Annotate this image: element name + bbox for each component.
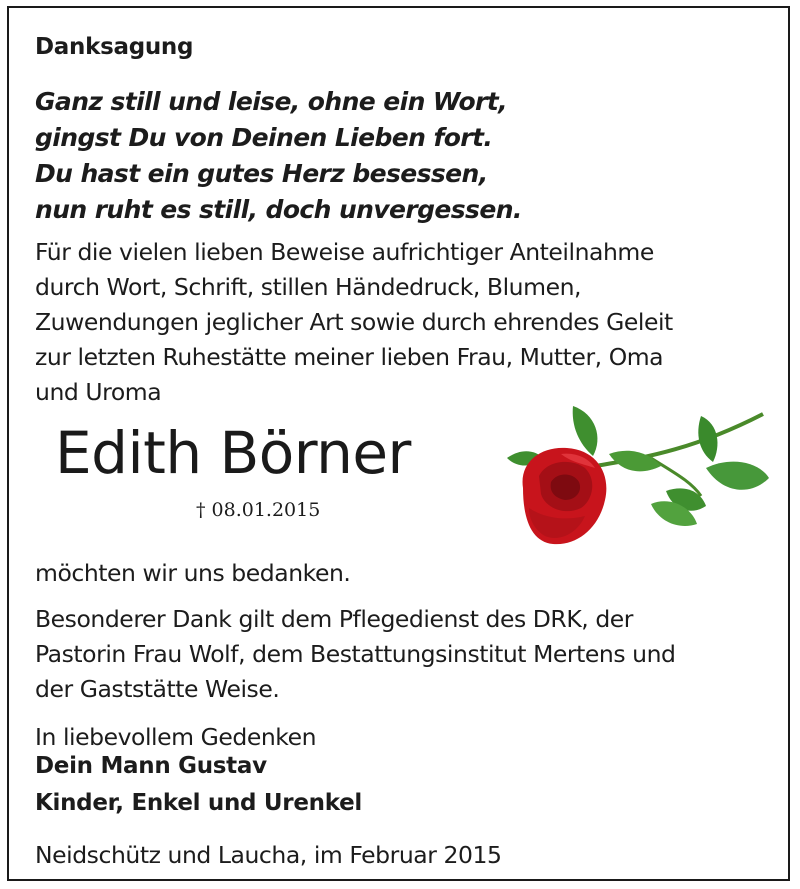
poem-line: gingst Du von Deinen Lieben fort. (35, 123, 493, 152)
poem-line: nun ruht es still, doch unvergessen. (35, 195, 522, 224)
special-thanks-line: der Gaststätte Weise. (35, 675, 280, 703)
intro-line: zur letzten Ruhestätte meiner lieben Frau, Mutter, Oma (35, 343, 664, 371)
signature-family: Kinder, Enkel und Urenkel (35, 790, 362, 816)
leaf (698, 416, 717, 462)
thanks-line: möchten wir uns bedanken. (35, 559, 351, 587)
intro-line: Für die vielen lieben Beweise aufrichtiger Anteilnahme (35, 238, 654, 266)
signature-husband: Dein Mann Gustav (35, 753, 267, 779)
death-date: † 08.01.2015 (196, 499, 321, 521)
obituary-notice (7, 6, 790, 881)
notice-heading: Danksagung (35, 34, 194, 60)
deceased-name: Edith Börner (55, 419, 411, 487)
red-rose-icon (501, 396, 771, 556)
special-thanks-line: Pastorin Frau Wolf, dem Bestattungsinstitut Mertens und (35, 640, 676, 668)
leaf (573, 406, 598, 456)
special-thanks-paragraph (35, 602, 676, 707)
intro-paragraph (35, 235, 673, 410)
intro-line: Zuwendungen jeglicher Art sowie durch ehrendes Geleit (35, 308, 673, 336)
special-thanks-line: Besonderer Dank gilt dem Pflegedienst des DRK, der (35, 605, 634, 633)
poem-line: Du hast ein gutes Herz besessen, (35, 159, 488, 188)
poem (35, 84, 522, 228)
place-date: Neidschütz und Laucha, im Februar 2015 (35, 841, 502, 869)
poem-line: Ganz still und leise, ohne ein Wort, (35, 87, 508, 116)
intro-line: und Uroma (35, 378, 162, 406)
intro-line: durch Wort, Schrift, stillen Händedruck, Blumen, (35, 273, 582, 301)
regards-line: In liebevollem Gedenken (35, 723, 317, 751)
leaf (706, 462, 769, 490)
